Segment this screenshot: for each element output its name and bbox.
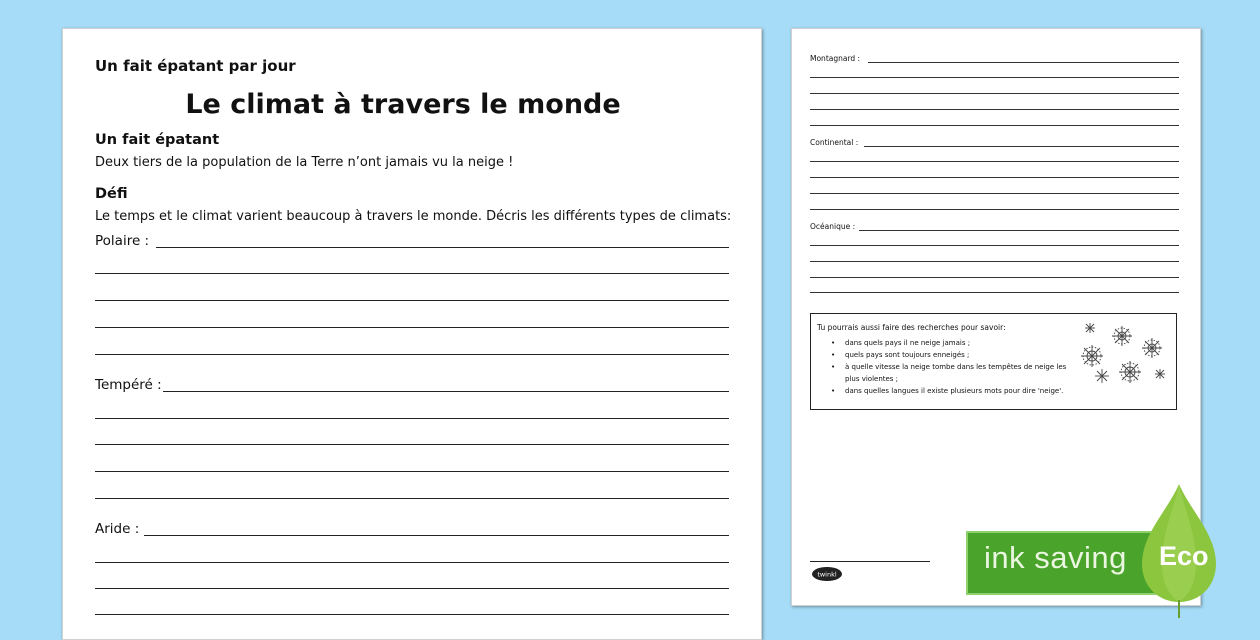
section-label-aride: Aride : xyxy=(95,521,140,537)
tip-item: • quels pays sont toujours enneigés ; xyxy=(817,349,1067,361)
tip-title: Tu pourrais aussi faire des recherches pour savoir: xyxy=(817,323,1006,332)
answer-line[interactable] xyxy=(810,77,1179,78)
fact-text: Deux tiers de la population de la Terre n’ont jamais vu la neige ! xyxy=(95,155,514,170)
answer-line[interactable] xyxy=(810,193,1179,194)
worksheet-page-1 xyxy=(62,28,762,640)
answer-line[interactable] xyxy=(95,327,729,328)
answer-line[interactable] xyxy=(95,354,729,355)
answer-line[interactable] xyxy=(810,277,1179,278)
twinkl-logo xyxy=(811,566,843,582)
answer-line[interactable] xyxy=(156,247,729,248)
answer-line[interactable] xyxy=(95,498,729,499)
answer-line[interactable] xyxy=(95,444,729,445)
answer-line[interactable] xyxy=(810,245,1179,246)
answer-line[interactable] xyxy=(95,300,729,301)
answer-line[interactable] xyxy=(95,471,729,472)
answer-line[interactable] xyxy=(810,209,1179,210)
answer-line[interactable] xyxy=(810,93,1179,94)
worksheet-title: Le climat à travers le monde xyxy=(185,89,621,120)
answer-line[interactable] xyxy=(810,292,1179,293)
tip-item: • dans quelles langues il existe plusieurs mots pour dire 'neige'. xyxy=(817,385,1067,397)
answer-line[interactable] xyxy=(95,614,729,615)
section-label-oceanique: Océanique : xyxy=(810,222,856,231)
challenge-text: Le temps et le climat varient beaucoup à travers le monde. Décris les différents types de climats: xyxy=(95,209,732,224)
answer-line[interactable] xyxy=(163,391,729,392)
answer-line[interactable] xyxy=(859,230,1179,231)
section-label-tempere: Tempéré : xyxy=(95,377,162,393)
tip-item: • dans quels pays il ne neige jamais ; xyxy=(817,337,1067,349)
tip-list xyxy=(817,337,1067,397)
answer-line[interactable] xyxy=(810,161,1179,162)
answer-line[interactable] xyxy=(95,588,729,589)
challenge-heading: Défi xyxy=(95,186,128,202)
answer-line[interactable] xyxy=(810,109,1179,110)
answer-line[interactable] xyxy=(95,418,729,419)
section-label-continental: Continental : xyxy=(810,138,859,147)
answer-line[interactable] xyxy=(810,177,1179,178)
research-tip-box xyxy=(810,313,1177,410)
fact-heading: Un fait épatant xyxy=(95,132,220,148)
section-label-montagnard: Montagnard : xyxy=(810,54,861,63)
answer-line[interactable] xyxy=(144,535,729,536)
snowflakes-icon xyxy=(1072,320,1168,384)
ink-saving-text: ink saving xyxy=(984,540,1127,575)
svg-text:twinkl: twinkl xyxy=(817,570,837,579)
section-label-polaire: Polaire : xyxy=(95,233,150,249)
footer-rule xyxy=(810,561,930,562)
tip-item: • à quelle vitesse la neige tombe dans les tempêtes de neige les plus violentes ; xyxy=(817,361,1067,385)
eco-label: Eco xyxy=(1159,541,1209,571)
answer-line[interactable] xyxy=(95,273,729,274)
answer-line[interactable] xyxy=(95,562,729,563)
answer-line[interactable] xyxy=(810,261,1179,262)
worksheet-kicker: Un fait épatant par jour xyxy=(95,57,296,75)
answer-line[interactable] xyxy=(864,146,1179,147)
answer-line[interactable] xyxy=(868,62,1179,63)
answer-line[interactable] xyxy=(810,125,1179,126)
